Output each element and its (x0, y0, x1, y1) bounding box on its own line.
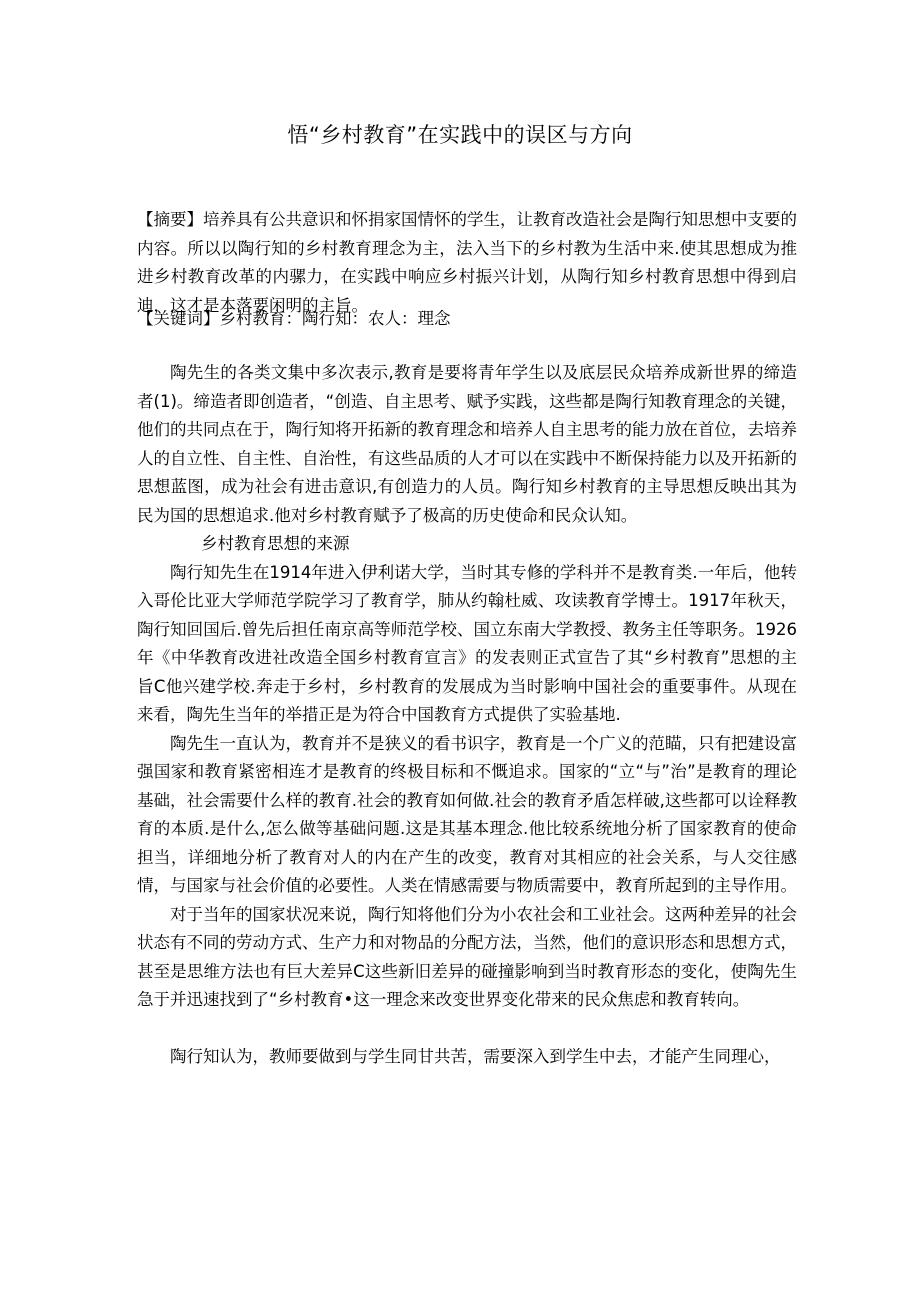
paragraph-origin: 陶行知先生在1914年进入伊利诺大学，当时其专修的学科并不是教育类.一年后，他转入哥伦比亚大学师范学院学习了教育学，肺从约翰杜威、攻读教育学博士。1917年秋天，陶行知回国后.曾先后担任南京高等师范学校、国立东南大学教授、教务主任等职务。1926年《中华教育改进社改造全国乡村教育宣言》的发表则正式宣告了其“乡村教育”思想的主旨C他兴建学校.奔走于乡村，乡村教育的发展成为当时影响中国社会的重要事件。从现在来看，陶先生当年的举措正是为符合中国教育方式提供了实验基地. (137, 562, 797, 724)
paragraph-gap (137, 1015, 797, 1043)
paragraph-society: 对于当年的国家状况来说，陶行知将他们分为小农社会和工业社会。这两种差异的社会状态有不同的劳动方式、生产力和对物品的分配方法，当然，他们的意识形态和思想方式，甚至是思维方法也有巨大差异C这些新旧差异的碰撞影响到当时教育形态的变化，使陶先生急于并迅速找到了“乡村教育•这一理念来改变世界变化带来的民众焦虑和教育转向。 (137, 904, 797, 1009)
document-title: 悟“乡村教育”在实践中的误区与方向 (287, 123, 633, 147)
abstract: 【摘要】培养具有公共意识和怀捐家国情怀的学生，让教育改造社会是陶行知思想中支要的内容。所以以陶行知的乡村教育理念为主，法入当下的乡村教为生活中来.使其思想成为推进乡村教育改革的内骡力，在实践中响应乡村振兴计划，从陶行知乡村教育思想中得到启迪，这才是本落要闲明的主旨。 (137, 210, 797, 315)
body-text (137, 359, 797, 1071)
paragraph-intro: 陶先生的各类文集中多次表示,教育是要将青年学生以及底层民众培养成新世界的缔造者(1)。缔造者即创造者，“创造、自主思考、赋予实践，这些都是陶行知教育理念的关键，他们的共同点在于，陶行知将开拓新的教育理念和培养人自主思考的能力放在首位，去培养人的自立性、自主性、自治性，有这些品质的人才可以在实践中不断保持能力以及开拓新的思想蓝图，成为社会有进击意识,有创造力的人员。陶行知乡村教育的主导思想反映出其为民为国的思想追求.他对乡村教育赋予了极高的历史使命和民众认知。 (137, 363, 797, 525)
paragraph-teacher: 陶行知认为，教师要做到与学生同甘共苦，需要深入到学生中去，才能产生同理心， (170, 1046, 781, 1066)
keywords: 【关键词】乡村教育：陶行知：农人：理念 (137, 309, 451, 328)
paragraph-education-view: 陶先生一直认为，教育并不是狭义的看书识字，教育是一个广义的范瞄，只有把建设富强国家和教育紧密相连才是教育的终极目标和不慨追求。国家的“立“与”治”是教育的理论基础，社会需要什么样的教育.社会的教育如何做.社会的教育矛盾怎样破,这些都可以诠释教育的本质.是什么,怎么做等基础问题.这是其基本理念.他比较系统地分析了国家教育的使命担当，详细地分析了教育对人的内在产生的改变，教育对其相应的社会关系，与人交往感情，与国家与社会价值的必要性。人类在情感需要与物质需要中，教育所起到的主导作用。 (137, 733, 797, 895)
section-heading: 乡村教育思想的来源 (201, 534, 350, 553)
